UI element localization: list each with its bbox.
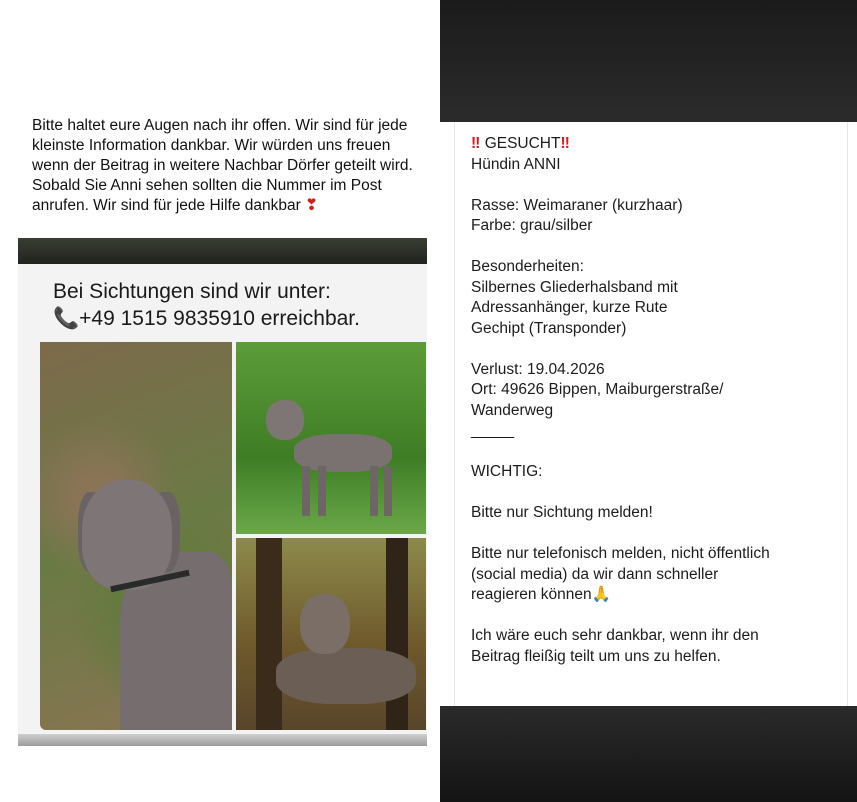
phone-icon: 📞 xyxy=(53,307,80,330)
blank-line xyxy=(471,606,841,627)
screenshot-top-bar xyxy=(18,238,427,264)
screenshot-heading-line2 xyxy=(53,305,423,332)
dog-leg xyxy=(370,466,378,516)
dog-leg xyxy=(384,466,392,516)
right-post-panel xyxy=(440,0,857,802)
blank-line xyxy=(471,442,841,463)
dog-head xyxy=(266,400,304,440)
features-heading: Besonderheiten: xyxy=(471,258,584,275)
color-text: Farbe: grau/silber xyxy=(471,217,593,234)
praying-hands-icon: 🙏 xyxy=(591,586,611,603)
screenshot-heading-line1: Bei Sichtungen sind wir unter: xyxy=(53,280,331,303)
dog-head xyxy=(300,594,350,654)
notice-text xyxy=(471,134,841,667)
tree-trunk xyxy=(386,538,408,730)
dog-body xyxy=(276,648,416,704)
instruction-text: Bitte nur Sichtung melden! xyxy=(471,504,653,521)
dog-photo-lying xyxy=(236,538,426,730)
features-line: Silbernes Gliederhalsband mit xyxy=(471,278,678,296)
missing-dog-notice xyxy=(454,122,848,706)
breed-text: Rasse: Weimaraner (kurzhaar) xyxy=(471,196,683,214)
instruction-text: reagieren können🙏 xyxy=(471,586,611,603)
divider-text: _____ xyxy=(471,422,515,439)
instruction-text: (social media) da wir dann schneller xyxy=(471,565,719,583)
screenshot-bottom-edge xyxy=(18,734,427,746)
intro-text xyxy=(32,116,424,216)
closing-text: Ich wäre euch sehr dankbar, wenn ihr den xyxy=(471,627,759,644)
bottom-dark-band xyxy=(440,706,857,802)
blank-line xyxy=(471,483,841,504)
important-heading: WICHTIG: xyxy=(471,463,543,480)
dog-leg xyxy=(318,466,326,516)
dog-leg xyxy=(302,466,310,516)
intro-body: Bitte haltet eure Augen nach ihr offen. Wir sind für jede kleinste Information dankbar. Wir würden uns freuen wenn der Beitrag in weitere Nachbar Dörfer geteilt wird. Sobald Sie Anni sehen sollten die Nummer im Post anrufen. Wir sind für jede Hilfe dankbar xyxy=(32,117,413,214)
blank-line xyxy=(471,524,841,545)
features-line: Gechipt (Transponder) xyxy=(471,319,627,337)
heart-exclamation-icon: ❣ xyxy=(305,197,319,214)
dog-photo-standing xyxy=(236,342,426,534)
tree-trunk xyxy=(256,538,282,730)
location-text: Ort: 49626 Bippen, Maiburgerstraße/ xyxy=(471,381,724,398)
closing-text: Beitrag fleißig teilt um uns zu helfen. xyxy=(471,647,721,665)
dog-photo-closeup xyxy=(40,342,232,730)
blank-line xyxy=(471,237,841,258)
location-text: Wanderweg xyxy=(471,401,554,419)
notice-subtitle: Hündin ANNI xyxy=(471,155,561,173)
instruction-text: Bitte nur telefonisch melden, nicht öffentlich xyxy=(471,545,770,562)
notice-title: ‼ GESUCHT‼ xyxy=(471,135,570,152)
blank-line xyxy=(471,175,841,196)
embedded-screenshot xyxy=(18,264,427,734)
double-exclamation-icon: ‼ xyxy=(471,135,481,152)
lost-date-text: Verlust: 19.04.2026 xyxy=(471,360,605,378)
top-dark-band xyxy=(440,0,857,122)
double-exclamation-icon: ‼ xyxy=(560,135,570,152)
screenshot-heading xyxy=(53,278,423,332)
phone-number-text: +49 1515 9835910 erreichbar. xyxy=(79,307,360,330)
dog-head xyxy=(82,480,172,590)
blank-line xyxy=(471,339,841,360)
features-line: Adressanhänger, kurze Rute xyxy=(471,299,668,316)
